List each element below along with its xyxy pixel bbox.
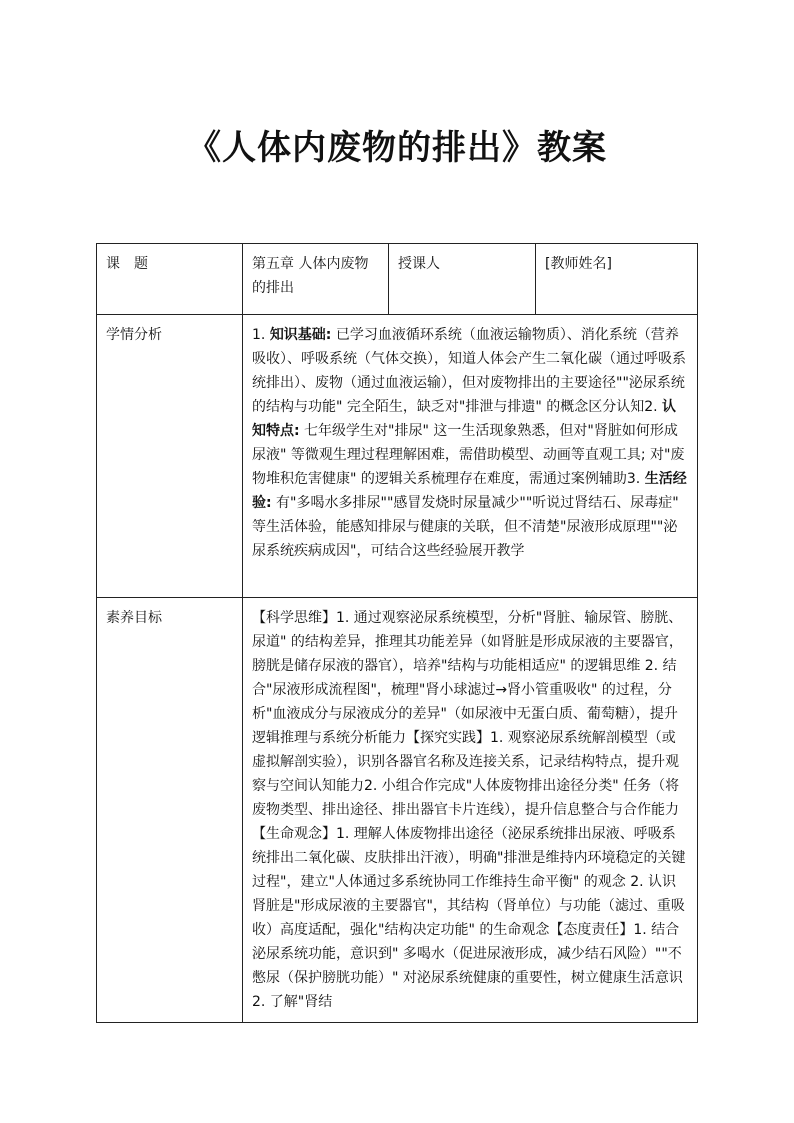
literacy-goals-content: 【科学思维】1. 通过观察泌尿系统模型，分析"肾脏、输尿管、膀胱、尿道" 的结构差异，推理其功能差异（如肾脏是形成尿液的主要器官，膀胱是储存尿液的器官），培养"结构与功能相适应" 的逻辑思维 2. 结合"尿液形成流程图"，梳理"肾小球滤过→肾小管重吸收" 的过程，分析"血液成分与尿液成分的差异"（如尿液中无蛋白质、葡萄糖），提升逻辑推理与系统分析能力【探究实践】1. 观察泌尿系统解剖模型（或虚拟解剖实验），识别各器官名称及连接关系，记录结构特点，提升观察与空间认知能力2. 小组合作完成"人体废物排出途径分类" 任务（将废物类型、排出途径、排出器官卡片连线），提升信息整合与合作能力【生命观念】1. 理解人体废物排出途径（泌尿系统排出尿液、呼吸系统排出二氧化碳、皮肤排出汗液），明确"排泄是维持内环境稳定的关键过程"，建立"人体通过多系统协同工作维持生命平衡" 的观念 2. 认识肾脏是"形成尿液的主要器官"，其结构（肾单位）与功能（滤过、重吸收）高度适配，强化"结构决定功能" 的生命观念【态度责任】1. 结合泌尿系统功能，意识到" 多喝水（促进尿液形成，减少结石风险）""不憋尿（保护膀胱功能）" 对泌尿系统健康的重要性，树立健康生活意识 2. 了解"肾结 [243,598,698,1023]
literacy-goals-label: 素养目标 [97,598,243,1023]
topic-label: 课 题 [97,244,243,315]
learning-analysis-row [97,315,698,598]
document-title: 《人体内废物的排出》教案 [187,128,607,168]
life-experience-keyword: 生活经验: [252,471,687,511]
learning-analysis-content: 1. 知识基础: 已学习血液循环系统（血液运输物质）、消化系统（营养吸收）、呼吸系统（气体交换），知道人体会产生二氧化碳（通过呼吸系统排出）、废物（通过血液运输），但对废物排出的主要途径""泌尿系统的结构与功能" 完全陌生，缺乏对"排泄与排遗" 的概念区分认知2. 认知特点: 七年级学生对"排尿" 这一生活现象熟悉，但对"肾脏如何形成尿液" 等微观生理过程理解困难，需借助模型、动画等直观工具; 对"废物堆积危害健康" 的逻辑关系梳理存在难度，需通过案例辅助3. 生活经验: 有"多喝水多排尿""感冒发烧时尿量减少""听说过肾结石、尿毒症" 等生活体验，能感知排尿与健康的关联，但不清楚"尿液形成原理""泌尿系统疾病成因"，可结合这些经验展开教学 [243,315,698,598]
knowledge-basis-keyword: 知识基础: [269,327,332,343]
header-row [97,244,698,315]
teacher-label: 授课人 [389,244,536,315]
topic-value: 第五章 人体内废物的排出 [243,244,389,315]
teacher-value: [教师姓名] [536,244,698,315]
cognitive-traits-keyword: 认知特点: [252,399,677,439]
learning-analysis-label: 学情分析 [97,315,243,598]
lesson-plan-table [96,243,698,1023]
literacy-goals-row [97,598,698,1023]
